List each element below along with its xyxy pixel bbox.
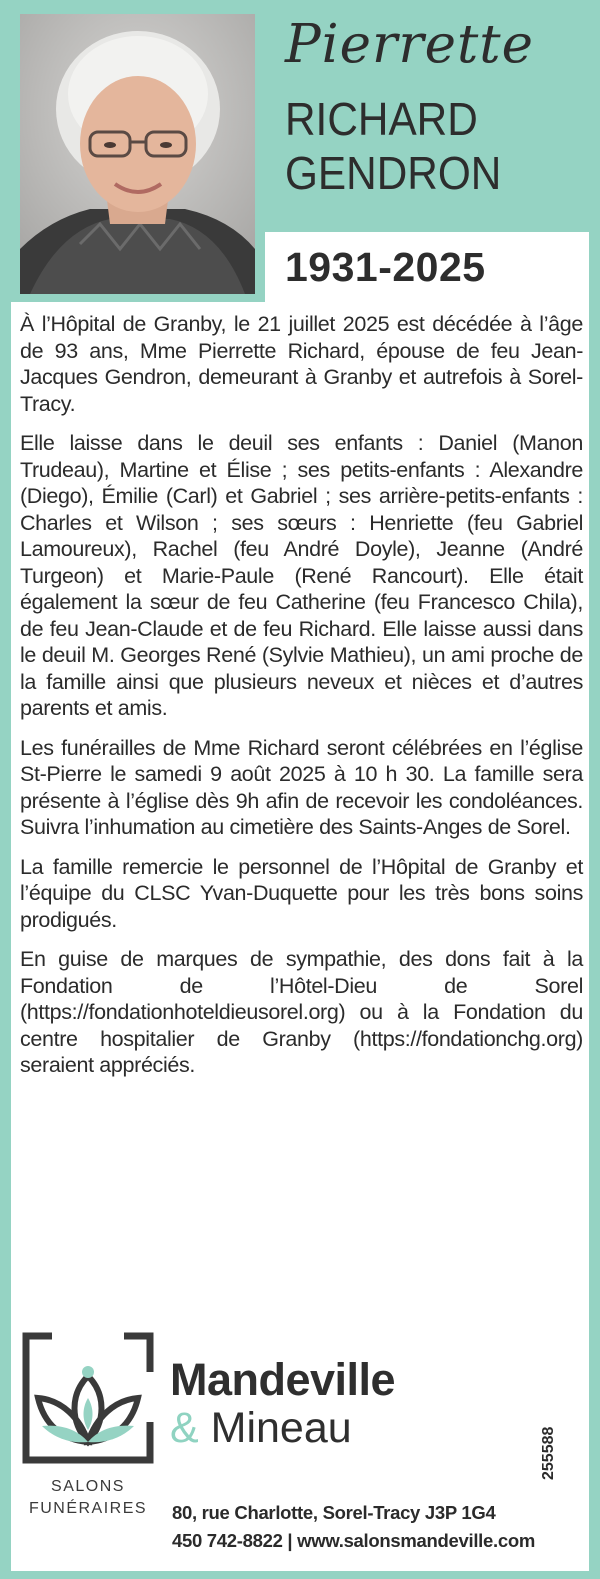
paragraph-funeral: Les funérailles de Mme Richard seront célébrées en l’église St-Pierre le samedi 9 août 2025 à 10 h 30. La famille sera présente à l’église dès 9h afin de recevoir les condoléances. Suivra l’inhumation au cimetière des Saints-Anges de Sorel. — [20, 735, 583, 839]
brand-name-line-1: Mandeville — [170, 1354, 396, 1405]
frame-left-border — [0, 0, 11, 1579]
paragraph-death-notice: À l’Hôpital de Granby, le 21 juillet 2025 est décédée à l’âge de 93 ans, Mme Pierrette Richard, épouse de feu Jean-Jacques Gendron, demeurant à Granby et autrefois à Sorel-Tracy. — [20, 312, 583, 416]
paragraph-donations: En guise de marques de sympathie, des dons fait à la Fondation de l’Hôtel-Dieu de Sorel (https://fondationhoteldieusorel.org) ou à la Fondation du centre hospitalier de Granby (https://fondationchg.org) seraient appréciés. — [20, 947, 583, 1077]
paragraph-family: Elle laisse dans le deuil ses enfants : Daniel (Manon Trudeau), Martine et Élise ; ses petits-enfants : Alexandre (Diego), Émilie (Carl) et Gabriel ; ses arrière-petits-enfants : Charles et Wilson ; ses sœurs : Henriette (feu Gabriel Lamoureux), Rachel (feu André Doyle), Jeanne (André Turgeon) et Marie-Paule (René Rancourt). Elle était également la sœur de feu Catherine (feu Francesco Chila), de feu Jean-Claude et de feu Richard. Elle laisse aussi dans le deuil M. Georges René (Sylvie Mathieu), un ami proche de la famille ainsi que plusieurs neveux et nièces et d’autres parents et amis. — [20, 431, 583, 720]
obituary-text — [20, 311, 583, 1092]
brand-name-mineau: Mineau — [198, 1404, 352, 1452]
salons-label: SALONS — [51, 1478, 125, 1495]
paragraph-thanks: La famille remercie le personnel de l’Hôpital de Granby et l’équipe du CLSC Yvan-Duquette pour les très bons soins prodigués. — [20, 854, 583, 932]
brand-name-line-2 — [170, 1404, 352, 1453]
funeraires-label: FUNÉRAIRES — [28, 1500, 148, 1517]
life-years: 1931-2025 — [285, 244, 486, 290]
ad-reference-number: 255588 — [540, 1426, 557, 1480]
last-name-line-2: GENDRON — [285, 147, 502, 199]
first-name: Pierrette — [285, 14, 534, 75]
lotus-flower-icon — [22, 1332, 154, 1464]
frame-right-border — [589, 0, 600, 1579]
last-name — [285, 92, 501, 200]
funeral-home-contact: 450 742-8822 | www.salonsmandeville.com — [172, 1530, 535, 1551]
portrait-photo — [20, 14, 255, 294]
frame-bottom-border — [0, 1571, 600, 1579]
brand-ampersand: & — [170, 1404, 199, 1452]
last-name-line-1: RICHARD — [285, 93, 478, 145]
salons-funeraires-label — [22, 1476, 154, 1520]
funeral-home-address: 80, rue Charlotte, Sorel-Tracy J3P 1G4 — [172, 1502, 496, 1523]
